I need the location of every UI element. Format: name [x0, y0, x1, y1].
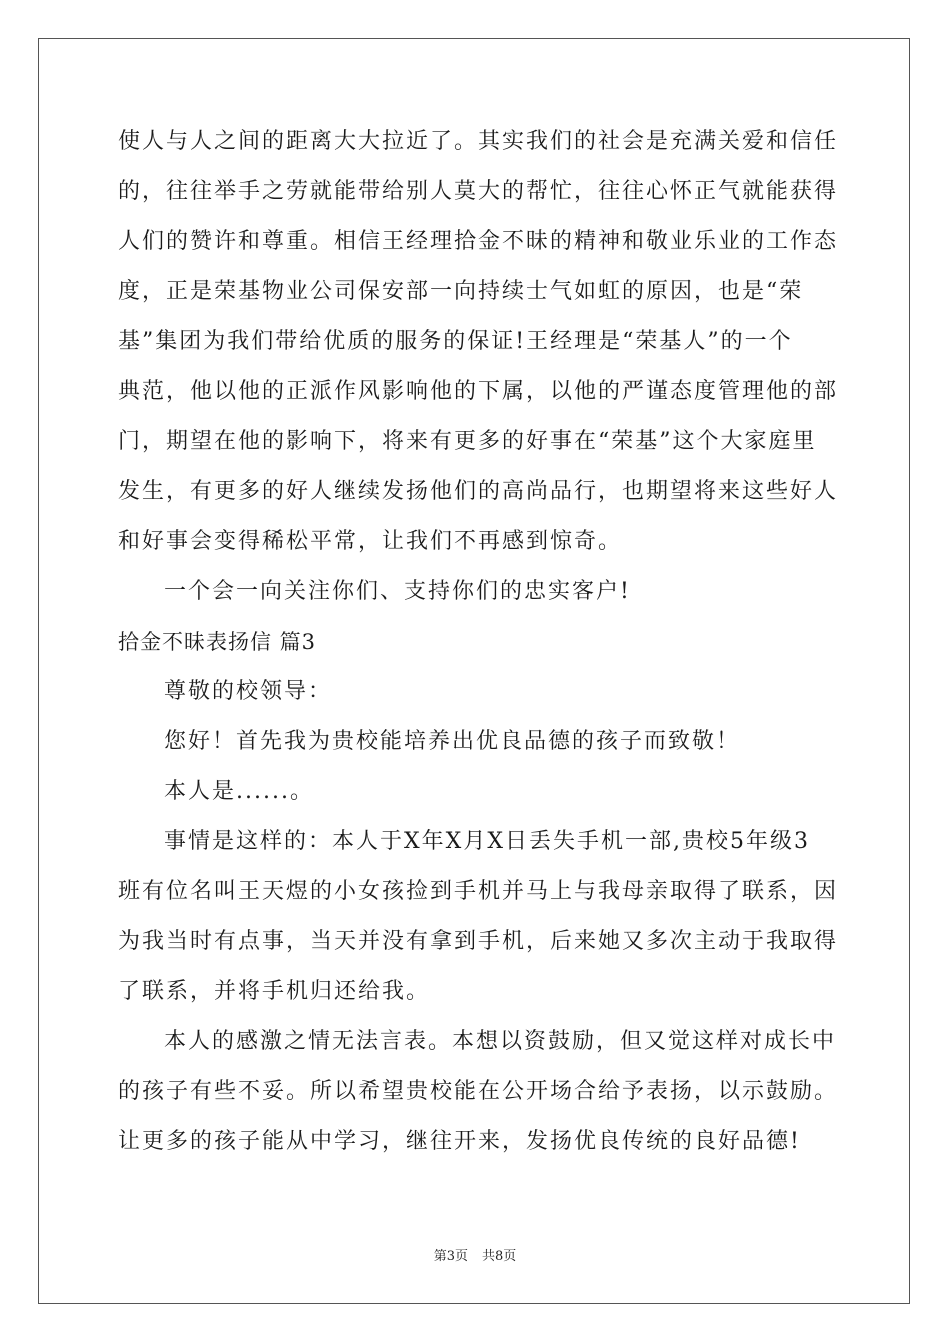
- body-line: 和好事会变得稀松平常，让我们不再感到惊奇。: [118, 529, 623, 554]
- body-line: 本人的感激之情无法言表。本想以资鼓励，但又觉这样对成长中: [164, 1029, 837, 1054]
- body-line: 人们的赞许和尊重。相信王经理拾金不昧的精神和敬业乐业的工作态: [118, 229, 839, 254]
- page-footer: [0, 1248, 950, 1266]
- body-line: 的孩子有些不妥。所以希望贵校能在公开场合给予表扬，以示鼓励。: [118, 1079, 839, 1104]
- body-line: 事情是这样的：本人于X年X月X日丢失手机一部,贵校5年级3: [164, 829, 810, 854]
- page-number-current: 第3页: [433, 1249, 468, 1264]
- closing-line: 一个会一向关注你们、支持你们的忠实客户!: [164, 579, 631, 604]
- intro-line: 本人是......。: [164, 779, 314, 804]
- body-line: 典范，他以他的正派作风影响他的下属，以他的严谨态度管理他的部: [118, 379, 839, 404]
- body-line: 基”集团为我们带给优质的服务的保证!王经理是“荣基人”的一个: [118, 329, 793, 354]
- body-line: 班有位名叫王天煜的小女孩捡到手机并马上与我母亲取得了联系，因: [118, 879, 839, 904]
- body-line: 了联系，并将手机归还给我。: [118, 979, 431, 1004]
- body-line: 发生，有更多的好人继续发扬他们的高尚品行，也期望将来这些好人: [118, 479, 839, 504]
- body-line: 使人与人之间的距离大大拉近了。其实我们的社会是充满关爱和信任: [118, 129, 839, 154]
- body-line: 的，往往举手之劳就能带给别人莫大的帮忙，往往心怀正气就能获得: [118, 179, 839, 204]
- body-line: 让更多的孩子能从中学习，继往开来，发扬优良传统的良好品德!: [118, 1129, 801, 1154]
- page-number-total: 共8页: [482, 1249, 517, 1264]
- salutation: 尊敬的校领导：: [164, 679, 333, 704]
- body-line: 度，正是荣基物业公司保安部一向持续士气如虹的原因，也是“荣: [118, 279, 804, 304]
- greeting-line: 您好！首先我为贵校能培养出优良品德的孩子而致敬！: [164, 729, 741, 754]
- section-heading: 拾金不昧表扬信 篇3: [118, 630, 317, 654]
- body-line: 为我当时有点事，当天并没有拿到手机，后来她又多次主动于我取得: [118, 929, 839, 954]
- body-line: 门，期望在他的影响下，将来有更多的好事在“荣基”这个大家庭里: [118, 429, 817, 454]
